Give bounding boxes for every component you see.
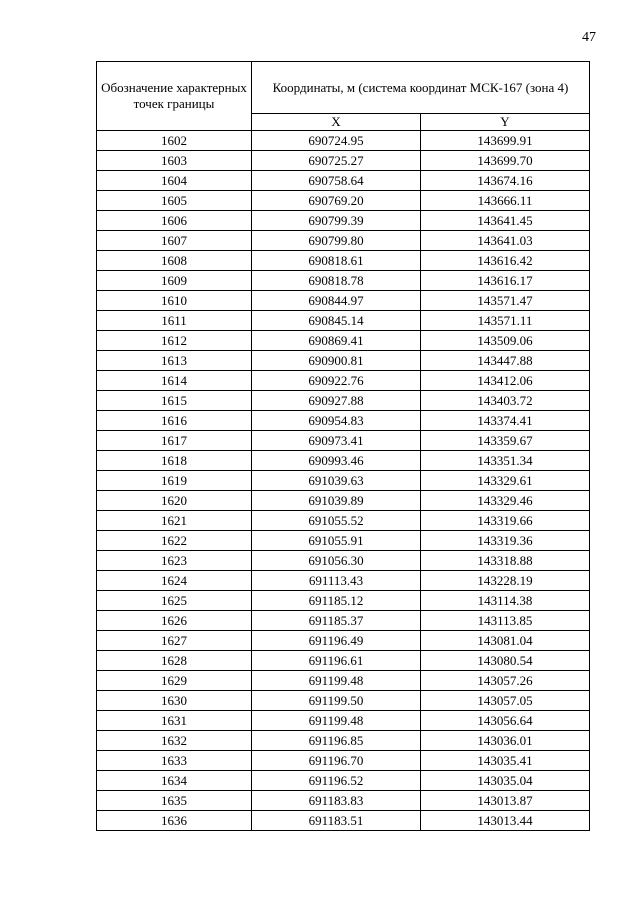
table-row (97, 131, 590, 151)
point-id-cell: 1632 (97, 731, 252, 751)
y-coordinate-cell: 143057.05 (421, 691, 590, 711)
x-coordinate-cell: 690973.41 (252, 431, 421, 451)
table-row (97, 391, 590, 411)
point-id-cell: 1622 (97, 531, 252, 551)
table-row (97, 691, 590, 711)
x-coordinate-cell: 690954.83 (252, 411, 421, 431)
y-coordinate-cell: 143228.19 (421, 571, 590, 591)
point-id-cell: 1624 (97, 571, 252, 591)
header-point-designation: Обозначение характерных точек границы (97, 62, 252, 131)
x-coordinate-cell: 690769.20 (252, 191, 421, 211)
x-coordinate-cell: 691055.52 (252, 511, 421, 531)
x-coordinate-cell: 690844.97 (252, 291, 421, 311)
point-id-cell: 1621 (97, 511, 252, 531)
y-coordinate-cell: 143412.06 (421, 371, 590, 391)
x-coordinate-cell: 691199.50 (252, 691, 421, 711)
table-row (97, 651, 590, 671)
table-row (97, 671, 590, 691)
point-id-cell: 1612 (97, 331, 252, 351)
point-id-cell: 1603 (97, 151, 252, 171)
y-coordinate-cell: 143374.41 (421, 411, 590, 431)
table-row (97, 471, 590, 491)
table-row (97, 791, 590, 811)
table-row (97, 611, 590, 631)
point-id-cell: 1605 (97, 191, 252, 211)
x-coordinate-cell: 691056.30 (252, 551, 421, 571)
y-coordinate-cell: 143114.38 (421, 591, 590, 611)
y-coordinate-cell: 143509.06 (421, 331, 590, 351)
table-row (97, 291, 590, 311)
point-id-cell: 1614 (97, 371, 252, 391)
x-coordinate-cell: 691196.52 (252, 771, 421, 791)
table-row (97, 711, 590, 731)
y-coordinate-cell: 143035.04 (421, 771, 590, 791)
point-id-cell: 1606 (97, 211, 252, 231)
point-id-cell: 1608 (97, 251, 252, 271)
x-coordinate-cell: 691196.85 (252, 731, 421, 751)
point-id-cell: 1607 (97, 231, 252, 251)
table-row (97, 331, 590, 351)
x-coordinate-cell: 690900.81 (252, 351, 421, 371)
table-row (97, 351, 590, 371)
point-id-cell: 1619 (97, 471, 252, 491)
y-coordinate-cell: 143571.47 (421, 291, 590, 311)
x-coordinate-cell: 691039.89 (252, 491, 421, 511)
table-row (97, 231, 590, 251)
y-coordinate-cell: 143319.36 (421, 531, 590, 551)
point-id-cell: 1618 (97, 451, 252, 471)
table-row (97, 431, 590, 451)
y-coordinate-cell: 143318.88 (421, 551, 590, 571)
x-coordinate-cell: 691196.49 (252, 631, 421, 651)
point-id-cell: 1616 (97, 411, 252, 431)
x-coordinate-cell: 690818.78 (252, 271, 421, 291)
point-id-cell: 1626 (97, 611, 252, 631)
point-id-cell: 1609 (97, 271, 252, 291)
x-coordinate-cell: 691185.12 (252, 591, 421, 611)
x-coordinate-cell: 690993.46 (252, 451, 421, 471)
y-coordinate-cell: 143403.72 (421, 391, 590, 411)
x-coordinate-cell: 690799.80 (252, 231, 421, 251)
point-id-cell: 1604 (97, 171, 252, 191)
y-coordinate-cell: 143447.88 (421, 351, 590, 371)
table-row (97, 751, 590, 771)
y-coordinate-cell: 143080.54 (421, 651, 590, 671)
table-row (97, 271, 590, 291)
point-id-cell: 1636 (97, 811, 252, 831)
table-row (97, 411, 590, 431)
x-coordinate-cell: 691183.51 (252, 811, 421, 831)
y-coordinate-cell: 143329.46 (421, 491, 590, 511)
point-id-cell: 1615 (97, 391, 252, 411)
x-coordinate-cell: 691196.70 (252, 751, 421, 771)
point-id-cell: 1634 (97, 771, 252, 791)
x-coordinate-cell: 691055.91 (252, 531, 421, 551)
boundary-coordinates-table (96, 61, 590, 831)
point-id-cell: 1602 (97, 131, 252, 151)
table-row (97, 451, 590, 471)
x-coordinate-cell: 690725.27 (252, 151, 421, 171)
point-id-cell: 1610 (97, 291, 252, 311)
point-id-cell: 1631 (97, 711, 252, 731)
point-id-cell: 1617 (97, 431, 252, 451)
y-coordinate-cell: 143013.44 (421, 811, 590, 831)
header-x: X (252, 114, 421, 131)
point-id-cell: 1620 (97, 491, 252, 511)
table-row (97, 171, 590, 191)
x-coordinate-cell: 690922.76 (252, 371, 421, 391)
table-row (97, 491, 590, 511)
header-coordinates: Координаты, м (система координат МСК-167 (зона 4) (252, 62, 590, 114)
x-coordinate-cell: 690758.64 (252, 171, 421, 191)
x-coordinate-cell: 691039.63 (252, 471, 421, 491)
table-row (97, 151, 590, 171)
y-coordinate-cell: 143035.41 (421, 751, 590, 771)
point-id-cell: 1629 (97, 671, 252, 691)
y-coordinate-cell: 143616.42 (421, 251, 590, 271)
page-number: 47 (582, 30, 596, 45)
x-coordinate-cell: 691113.43 (252, 571, 421, 591)
table-body (97, 131, 590, 831)
table-row (97, 371, 590, 391)
x-coordinate-cell: 690845.14 (252, 311, 421, 331)
point-id-cell: 1613 (97, 351, 252, 371)
x-coordinate-cell: 691183.83 (252, 791, 421, 811)
table-row (97, 631, 590, 651)
table-row (97, 771, 590, 791)
point-id-cell: 1625 (97, 591, 252, 611)
header-y: Y (421, 114, 590, 131)
x-coordinate-cell: 690724.95 (252, 131, 421, 151)
table-row (97, 551, 590, 571)
y-coordinate-cell: 143674.16 (421, 171, 590, 191)
table-row (97, 191, 590, 211)
table-row (97, 311, 590, 331)
x-coordinate-cell: 690799.39 (252, 211, 421, 231)
point-id-cell: 1628 (97, 651, 252, 671)
y-coordinate-cell: 143641.45 (421, 211, 590, 231)
y-coordinate-cell: 143036.01 (421, 731, 590, 751)
table-row (97, 811, 590, 831)
table-row (97, 591, 590, 611)
y-coordinate-cell: 143666.11 (421, 191, 590, 211)
x-coordinate-cell: 690869.41 (252, 331, 421, 351)
table-row (97, 251, 590, 271)
y-coordinate-cell: 143616.17 (421, 271, 590, 291)
y-coordinate-cell: 143013.87 (421, 791, 590, 811)
x-coordinate-cell: 691199.48 (252, 671, 421, 691)
point-id-cell: 1630 (97, 691, 252, 711)
point-id-cell: 1611 (97, 311, 252, 331)
x-coordinate-cell: 691185.37 (252, 611, 421, 631)
x-coordinate-cell: 690927.88 (252, 391, 421, 411)
y-coordinate-cell: 143699.70 (421, 151, 590, 171)
y-coordinate-cell: 143641.03 (421, 231, 590, 251)
y-coordinate-cell: 143571.11 (421, 311, 590, 331)
point-id-cell: 1623 (97, 551, 252, 571)
y-coordinate-cell: 143081.04 (421, 631, 590, 651)
point-id-cell: 1627 (97, 631, 252, 651)
y-coordinate-cell: 143351.34 (421, 451, 590, 471)
y-coordinate-cell: 143056.64 (421, 711, 590, 731)
x-coordinate-cell: 690818.61 (252, 251, 421, 271)
table-row (97, 511, 590, 531)
table-row (97, 731, 590, 751)
y-coordinate-cell: 143699.91 (421, 131, 590, 151)
y-coordinate-cell: 143113.85 (421, 611, 590, 631)
table-row (97, 211, 590, 231)
y-coordinate-cell: 143359.67 (421, 431, 590, 451)
point-id-cell: 1635 (97, 791, 252, 811)
point-id-cell: 1633 (97, 751, 252, 771)
table-row (97, 531, 590, 551)
table-row (97, 571, 590, 591)
y-coordinate-cell: 143057.26 (421, 671, 590, 691)
x-coordinate-cell: 691196.61 (252, 651, 421, 671)
x-coordinate-cell: 691199.48 (252, 711, 421, 731)
y-coordinate-cell: 143319.66 (421, 511, 590, 531)
y-coordinate-cell: 143329.61 (421, 471, 590, 491)
